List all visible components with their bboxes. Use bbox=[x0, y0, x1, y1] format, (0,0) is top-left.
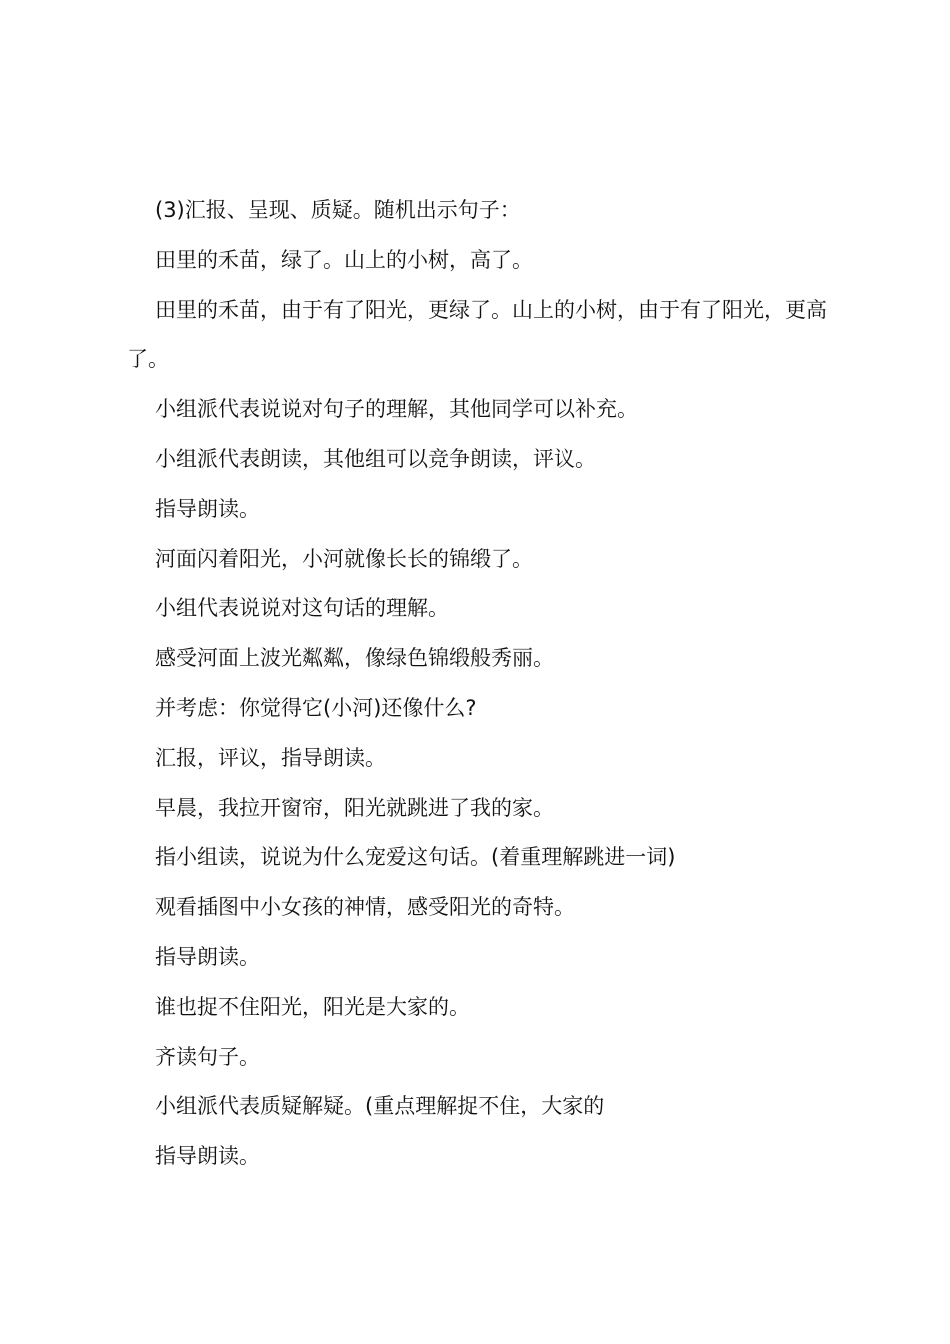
paragraph-guided-reading-2: 指导朗读。 bbox=[155, 944, 260, 969]
paragraph-feel-river: 感受河面上波光粼粼，像绿色锦缎般秀丽。 bbox=[155, 646, 554, 671]
paragraph-group-question: 小组派代表质疑解疑。(重点理解捉不住，大家的 bbox=[155, 1094, 605, 1119]
paragraph-sunlight-everyone: 谁也捉不住阳光，阳光是大家的。 bbox=[155, 994, 470, 1019]
paragraph-sentence-plain: 田里的禾苗，绿了。山上的小树，高了。 bbox=[155, 247, 533, 272]
paragraph-river-sentence: 河面闪着阳光，小河就像长长的锦缎了。 bbox=[155, 546, 533, 571]
paragraph-group-understanding: 小组派代表说说对句子的理解，其他同学可以补充。 bbox=[155, 397, 638, 422]
paragraph-guided-reading-3: 指导朗读。 bbox=[155, 1144, 260, 1169]
paragraph-morning-sentence: 早晨，我拉开窗帘，阳光就跳进了我的家。 bbox=[155, 795, 554, 820]
paragraph-report-intro: (3)汇报、呈现、质疑。随机出示句子： bbox=[155, 198, 521, 222]
paragraph-read-together: 齐读句子。 bbox=[155, 1044, 260, 1069]
paragraph-group-sentence-understanding: 小组代表说说对这句话的理解。 bbox=[155, 596, 449, 621]
paragraph-consider-question: 并考虑：你觉得它(小河)还像什么? bbox=[155, 695, 477, 720]
document-body bbox=[127, 186, 833, 1182]
paragraph-report-review: 汇报，评议，指导朗读。 bbox=[155, 745, 386, 770]
paragraph-group-reading: 小组派代表朗读，其他组可以竞争朗读，评议。 bbox=[155, 446, 596, 471]
paragraph-illustration: 观看插图中小女孩的神情，感受阳光的奇特。 bbox=[155, 895, 575, 920]
paragraph-group-read-why: 指小组读，说说为什么宠爱这句话。(着重理解跳进一词) bbox=[155, 845, 676, 870]
paragraph-guided-reading: 指导朗读。 bbox=[155, 496, 260, 521]
paragraph-sentence-sunlight: 田里的禾苗，由于有了阳光，更绿了。山上的小树，由于有了阳光，更高了。 bbox=[127, 297, 827, 372]
